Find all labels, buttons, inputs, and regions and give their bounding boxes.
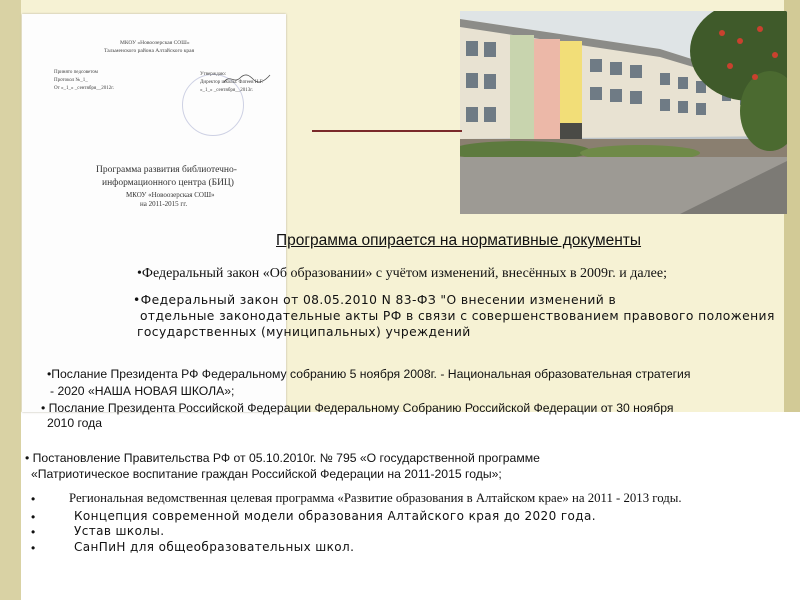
- list-item-concept: Концепция современной модели образования Алтайского края до 2020 года.: [74, 509, 596, 523]
- doc-approved-label: Утверждаю:: [200, 72, 227, 77]
- page-heading: Программа опирается на нормативные документы: [276, 232, 642, 249]
- law-2-line-3: государственных (муниципальных) учреждений: [137, 325, 471, 339]
- message-1-line-1: •Послание Президента РФ Федеральному собранию 5 ноября 2008г. - Национальная образовательная стратегия: [47, 367, 691, 381]
- doc-approved-by: Директор школы: Фатеев Н.Г.: [200, 80, 264, 85]
- list-bullet: •: [31, 541, 36, 555]
- left-decor-strip: [0, 0, 21, 600]
- school-building-photo: [460, 11, 787, 214]
- list-bullet: •: [31, 492, 36, 506]
- doc-approved-date: «_1_» _сентября__2013г.: [200, 88, 253, 93]
- list-item-regional-program: Региональная ведомственная целевая программа «Развитие образования в Алтайском крае» на 2011 - 2013 годы.: [69, 491, 682, 505]
- list-bullet: •: [31, 525, 36, 539]
- list-bullet: •: [31, 510, 36, 524]
- doc-protocol-date: От «_1_» _сентября__2012г.: [54, 86, 114, 91]
- list-item-sanpin: СанПиН для общеобразовательных школ.: [74, 540, 355, 554]
- doc-protocol: Протокол №_1_: [54, 78, 88, 83]
- law-2-line-2: отдельные законодательные акты РФ в связи с совершенствованием правового положения: [140, 309, 775, 323]
- government-decree-line-2: «Патриотическое воспитание граждан Российской Федерации на 2011-2015 годы»;: [31, 467, 502, 481]
- law-2-line-1: •Федеральный закон от 08.05.2010 N 83-ФЗ "О внесении изменений в: [133, 293, 617, 307]
- doc-district: Тальменского района Алтайского края: [104, 48, 195, 54]
- doc-title-line-1: Программа развития библиотечно-: [96, 165, 237, 175]
- doc-title-line-3: МКОУ «Новоозерская СОШ»: [126, 191, 215, 199]
- message-1-line-2: - 2020 «НАША НОВАЯ ШКОЛА»;: [50, 384, 235, 398]
- government-decree-line-1: • Постановление Правительства РФ от 05.10.2010г. № 795 «О государственной программе: [25, 451, 540, 465]
- doc-accepted-label: Принято педсоветом: [54, 70, 98, 75]
- divider-rule: [312, 130, 462, 132]
- list-item-charter: Устав школы.: [74, 524, 165, 538]
- law-1: •Федеральный закон «Об образовании» с учётом изменений, внесённых в 2009г. и далее;: [137, 266, 667, 281]
- document-preview: [22, 14, 286, 412]
- doc-school: МКОУ «Новоозерская СОШ»: [120, 40, 190, 46]
- message-2-line-1: • Послание Президента Российской Федерации Федеральному Собранию Российской Федерации от 30 ноября: [41, 401, 674, 415]
- message-2-line-2: 2010 года: [47, 416, 103, 430]
- doc-title-line-2: информационного центра (БИЦ): [102, 178, 234, 188]
- doc-title-line-4: на 2011-2015 гг.: [140, 200, 188, 208]
